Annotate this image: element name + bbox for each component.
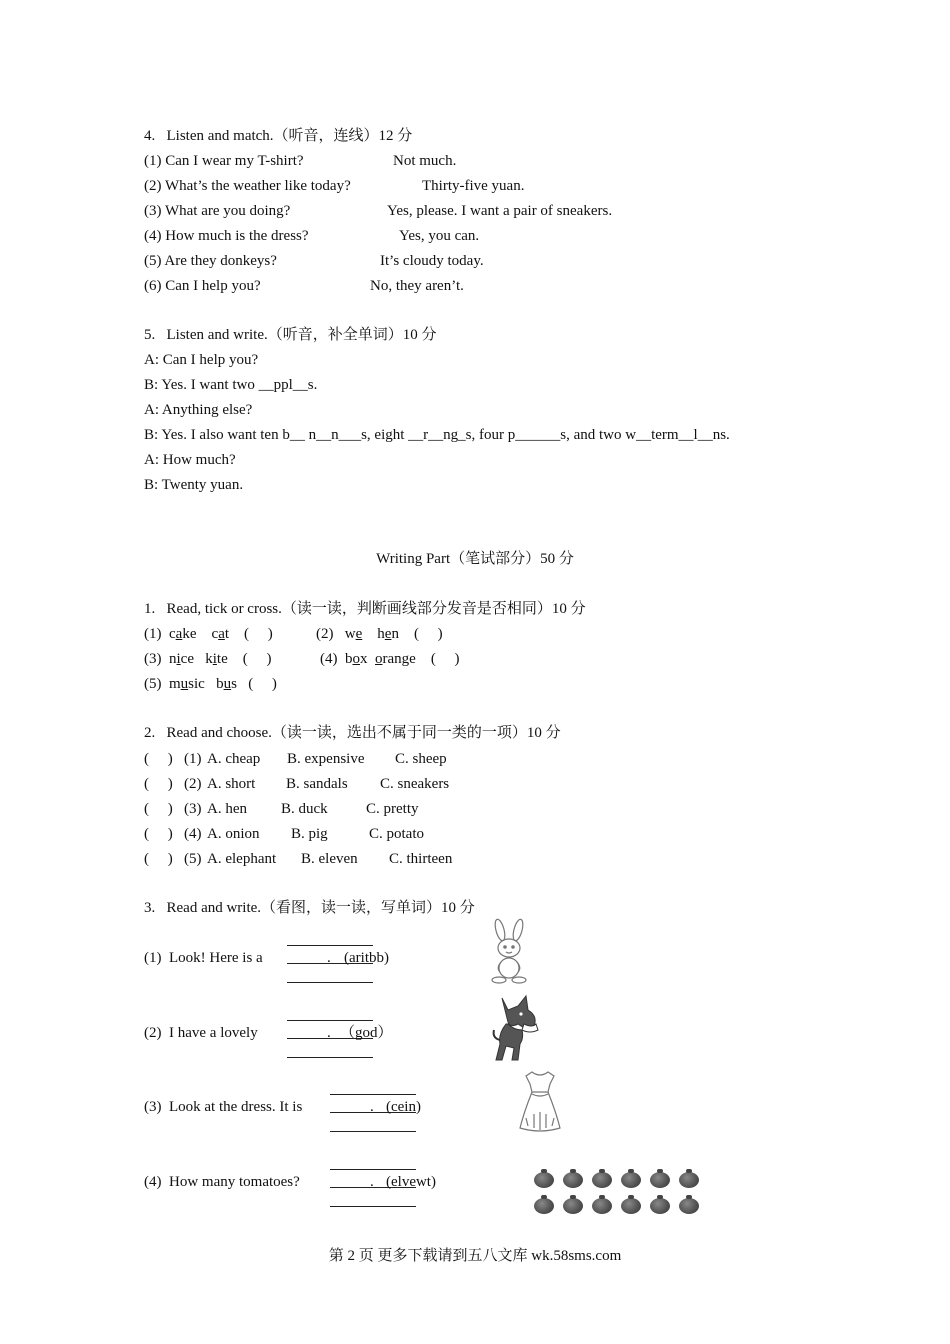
w2-num-5: (5): [184, 851, 202, 867]
answer-blank[interactable]: ( ): [413, 626, 443, 642]
rabbit-picture: [484, 918, 534, 986]
w1-item-2: (2) we hen ( ): [316, 626, 443, 642]
writing-line: [330, 1094, 416, 1095]
w2-option-c: C. sneakers: [380, 776, 450, 792]
tomato-icon: [563, 1172, 583, 1188]
q4-answer-5: It’s cloudy today.: [380, 253, 484, 269]
w3-prompt-1: (1) Look! Here is a: [144, 950, 263, 966]
w2-num-1: (1): [184, 751, 202, 767]
answer-blank[interactable]: ( ): [248, 676, 277, 692]
q5-line-1: A: Can I help you?: [144, 352, 259, 368]
w2-option-a: A. elephant: [207, 851, 277, 867]
w2-option-b: B. expensive: [287, 751, 365, 767]
w1-item-4: (4) box orange ( ): [320, 651, 460, 667]
q5-line-3: A: Anything else?: [144, 402, 253, 418]
q4-question-5: (5) Are they donkeys?: [144, 253, 277, 269]
w2-paren-5[interactable]: ( ): [144, 851, 173, 867]
w3-hint-4: (elvewt): [386, 1174, 436, 1190]
w2-option-a: A. cheap: [207, 751, 261, 767]
w1-title: 1. Read, tick or cross.（读一读，判断画线部分发音是否相同）10 分: [144, 601, 586, 617]
w3-prompt-3: (3) Look at the dress. It is: [144, 1099, 303, 1115]
q4-question-6: (6) Can I help you?: [144, 278, 261, 294]
w2-num-4: (4): [184, 826, 202, 842]
q4-question-1: (1) Can I wear my T-shirt?: [144, 153, 304, 169]
tomato-icon: [534, 1198, 554, 1214]
writing-part-heading: Writing Part（笔试部分）50 分: [376, 551, 574, 567]
q4-answer-3: Yes, please. I want a pair of sneakers.: [387, 203, 613, 219]
tomato-icon: [621, 1198, 641, 1214]
q4-question-4: (4) How much is the dress?: [144, 228, 309, 244]
w3-prompt-4: (4) How many tomatoes?: [144, 1174, 300, 1190]
dress-picture: [516, 1068, 564, 1134]
w3-hint-1: (aritbb): [344, 950, 389, 966]
q4-answer-4: Yes, you can.: [399, 228, 480, 244]
writing-line: [287, 945, 373, 946]
w3-dot-4: .: [370, 1174, 374, 1190]
tomato-icon: [650, 1172, 670, 1188]
q5-line-5: A: How much?: [144, 452, 236, 468]
tomato-icon: [650, 1198, 670, 1214]
tomato-icon: [563, 1198, 583, 1214]
w3-dot-1: .: [327, 950, 331, 966]
writing-line: [287, 1057, 373, 1058]
w2-paren-1[interactable]: ( ): [144, 751, 173, 767]
q4-title: 4. Listen and match.（听音，连线）12 分: [144, 128, 413, 144]
w2-option-c: C. thirteen: [389, 851, 453, 867]
w2-paren-4[interactable]: ( ): [144, 826, 173, 842]
tomato-icon: [621, 1172, 641, 1188]
w2-option-c: C. pretty: [366, 801, 419, 817]
answer-blank[interactable]: ( ): [430, 651, 460, 667]
tomato-icon: [679, 1198, 699, 1214]
w2-option-a: A. short: [207, 776, 256, 792]
w1-item-3: (3) nice kite ( ): [144, 651, 272, 667]
w2-title: 2. Read and choose.（读一读，选出不属于同一类的一项）10 分: [144, 725, 561, 741]
w1-item-5: (5) music bus ( ): [144, 676, 277, 692]
w2-num-2: (2): [184, 776, 202, 792]
tomato-icon: [592, 1172, 612, 1188]
w3-hint-2: （god）: [340, 1025, 393, 1041]
writing-line: [287, 1020, 373, 1021]
q5-line-4: B: Yes. I also want ten b__ n__n___s, eight __r__ng_s, four p______s, and two w__term__l__ns.: [144, 427, 730, 443]
tomato-icon: [679, 1172, 699, 1188]
w2-num-3: (3): [184, 801, 202, 817]
w2-option-b: B. eleven: [301, 851, 358, 867]
writing-line: [330, 1169, 416, 1170]
w2-option-b: B. duck: [281, 801, 328, 817]
w2-option-b: B. sandals: [286, 776, 348, 792]
w2-option-c: C. potato: [369, 826, 424, 842]
q5-line-6: B: Twenty yuan.: [144, 477, 244, 493]
q4-question-2: (2) What’s the weather like today?: [144, 178, 351, 194]
w3-dot-2: .: [327, 1025, 331, 1041]
writing-line: [330, 1206, 416, 1207]
w3-dot-3: .: [370, 1099, 374, 1115]
dog-picture: [488, 994, 544, 1064]
w2-paren-3[interactable]: ( ): [144, 801, 173, 817]
w2-option-a: A. onion: [207, 826, 260, 842]
tomatoes-picture: [534, 1172, 704, 1216]
writing-line: [330, 1131, 416, 1132]
tomato-icon: [534, 1172, 554, 1188]
q5-line-2: B: Yes. I want two __ppl__s.: [144, 377, 318, 393]
q5-title: 5. Listen and write.（听音，补全单词）10 分: [144, 327, 437, 343]
q4-answer-6: No, they aren’t.: [370, 278, 464, 294]
writing-line: [287, 982, 373, 983]
w1-item-1: (1) cake cat ( ): [144, 626, 273, 642]
w2-option-c: C. sheep: [395, 751, 447, 767]
w3-hint-3: (cein): [386, 1099, 421, 1115]
w3-title: 3. Read and write.（看图，读一读，写单词）10 分: [144, 900, 475, 916]
page-footer: 第 2 页 更多下载请到五八文库 wk.58sms.com: [328, 1248, 622, 1264]
tomato-icon: [592, 1198, 612, 1214]
w2-option-a: A. hen: [207, 801, 247, 817]
q4-question-3: (3) What are you doing?: [144, 203, 291, 219]
answer-blank[interactable]: ( ): [242, 651, 272, 667]
w2-option-b: B. pig: [291, 826, 328, 842]
w3-prompt-2: (2) I have a lovely: [144, 1025, 258, 1041]
w2-paren-2[interactable]: ( ): [144, 776, 173, 792]
q4-answer-1: Not much.: [393, 153, 457, 169]
q4-answer-2: Thirty-five yuan.: [422, 178, 525, 194]
answer-blank[interactable]: ( ): [244, 626, 273, 642]
